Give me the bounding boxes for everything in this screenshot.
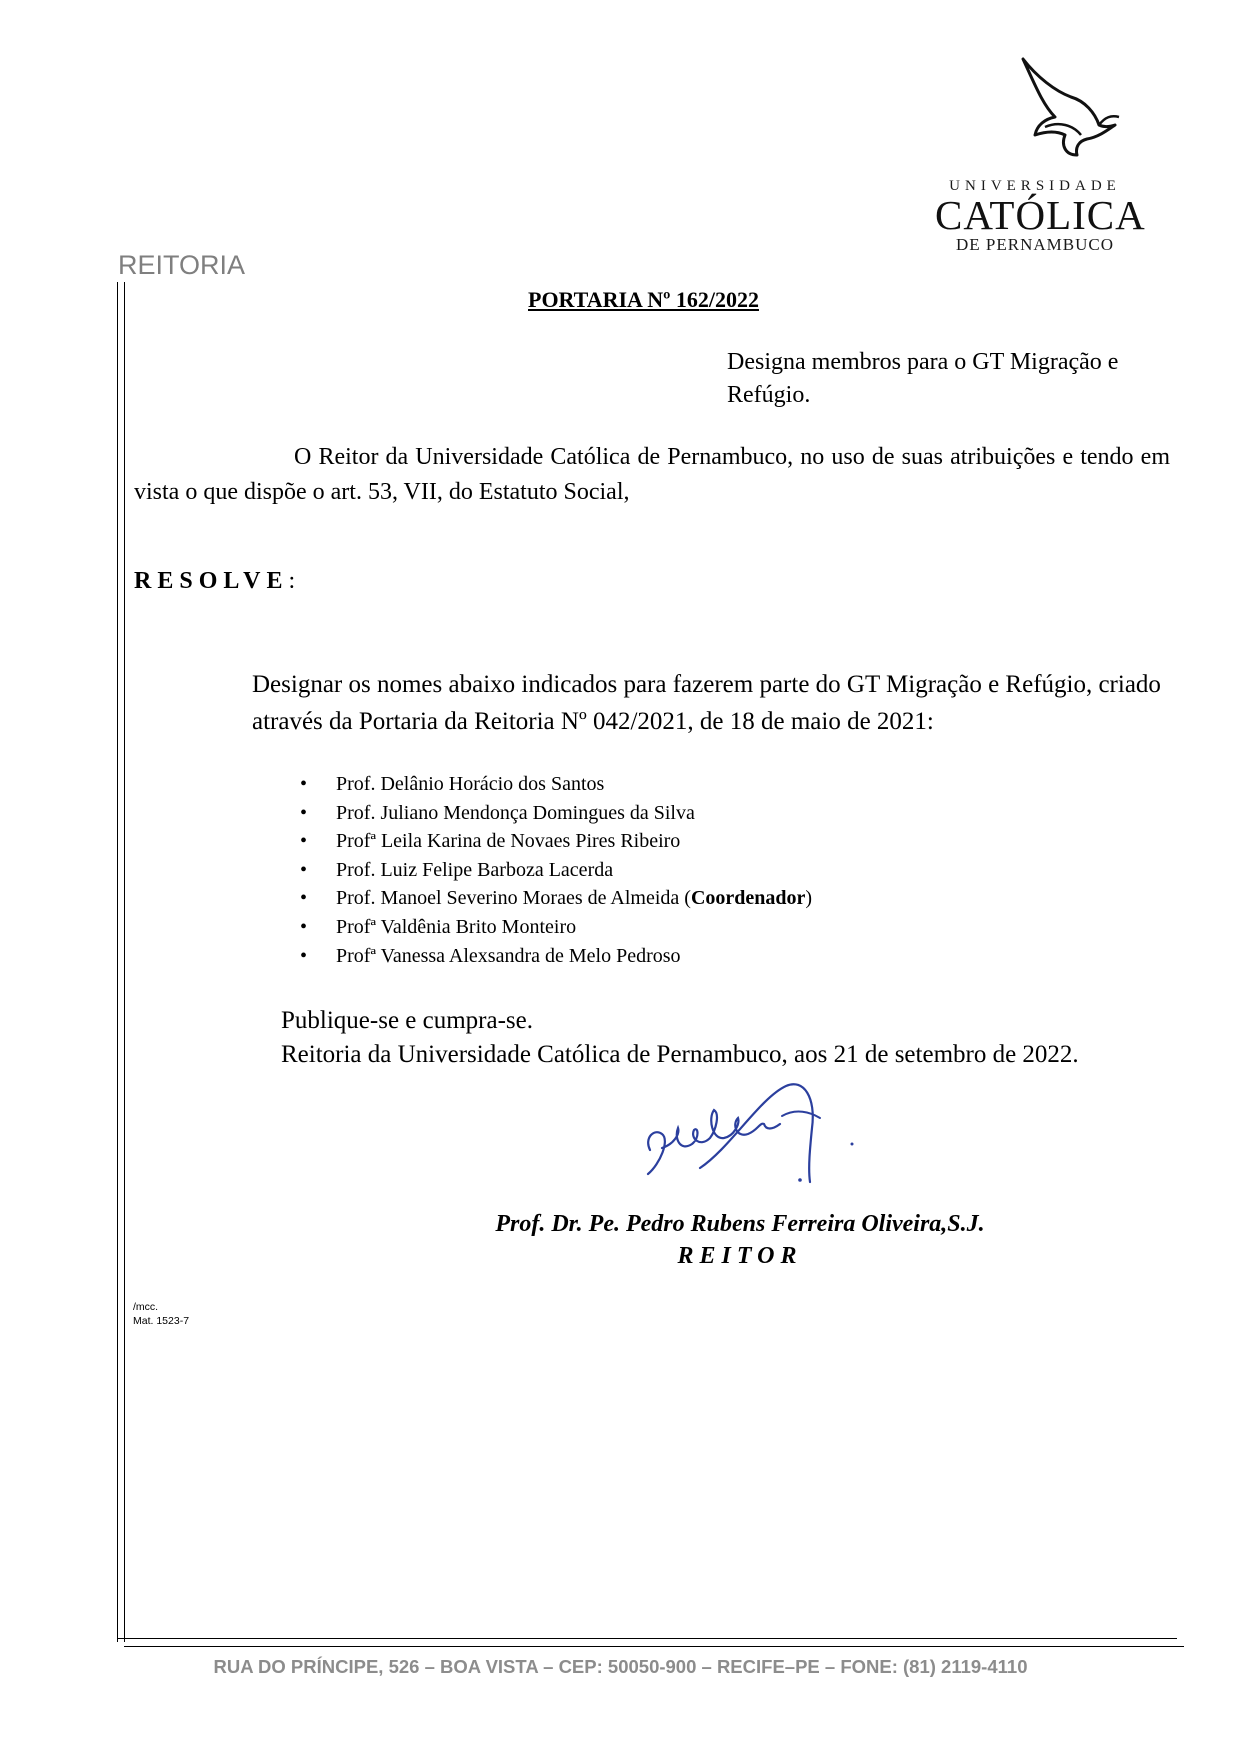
list-item: • Prof. Delânio Horácio dos Santos [300, 770, 812, 799]
list-item: • Prof. Manoel Severino Moraes de Almeida (Coordenador) [300, 884, 812, 913]
reference-block [133, 1300, 189, 1328]
margin-rule [117, 282, 118, 1642]
logo-pernambuco-text: DE PERNAMBUCO [956, 235, 1114, 254]
coordinator-label: Coordenador [690, 887, 806, 910]
members-list [300, 770, 812, 970]
ementa: Designa membros para o GT Migração e Refúgio. [727, 349, 1119, 408]
footer-address: RUA DO PRÍNCIPE, 526 – BOA VISTA – CEP: 50050-900 – RECIFE–PE – FONE: (81) 2119-4110 [213, 1656, 1028, 1677]
department-header: REITORIA [118, 250, 246, 280]
signer-name: Prof. Dr. Pe. Pedro Rubens Ferreira Oliveira,S.J. [495, 1211, 985, 1237]
publique-text: Publique-se e cumpra-se. [281, 1007, 534, 1034]
margin-rule [124, 282, 125, 1642]
resolve-word: RESOLVE [134, 568, 289, 594]
signer-block [440, 1208, 1040, 1272]
signer-role: REITOR [677, 1243, 803, 1269]
dove-icon [1015, 55, 1125, 175]
preamble [134, 440, 1170, 510]
list-item: • Profª Leila Karina de Novaes Pires Ribeiro [300, 827, 812, 856]
resolve-colon: : [288, 568, 296, 594]
designation-text: Designar os nomes abaixo indicados para fazerem parte do GT Migração e Refúgio, criado através da Portaria da Reitoria Nº 042/2021, de 18 de maio de 2021: [252, 671, 1161, 735]
university-logo [935, 55, 1175, 255]
list-item: • Prof. Luiz Felipe Barboza Lacerda [300, 856, 812, 885]
place-date: Reitoria da Universidade Católica de Pernambuco, aos 21 de setembro de 2022. [281, 1041, 1079, 1068]
ref-registration: Mat. 1523-7 [133, 1315, 190, 1327]
logo-university-text: UNIVERSIDADE [949, 178, 1121, 194]
list-item: • Profª Valdênia Brito Monteiro [300, 913, 812, 942]
bottom-rule [124, 1646, 1184, 1647]
list-item: • Prof. Juliano Mendonça Domingues da Silva [300, 799, 812, 828]
bottom-rule [117, 1638, 1177, 1639]
resolve-heading [134, 568, 295, 595]
signature-image [640, 1068, 860, 1198]
preamble-text: O Reitor da Universidade Católica de Pernambuco, no uso de suas atribuições e tendo em vista o que dispõe o art. 53, VII, do Estatuto Social, [134, 444, 1170, 505]
document-title: PORTARIA Nº 162/2022 [528, 287, 759, 312]
ref-initials: /mcc. [133, 1301, 159, 1313]
logo-catolica-text: CATÓLICA [935, 192, 1146, 238]
closing-block [281, 1004, 1079, 1072]
list-item: • Profª Vanessa Alexsandra de Melo Pedroso [300, 942, 812, 971]
